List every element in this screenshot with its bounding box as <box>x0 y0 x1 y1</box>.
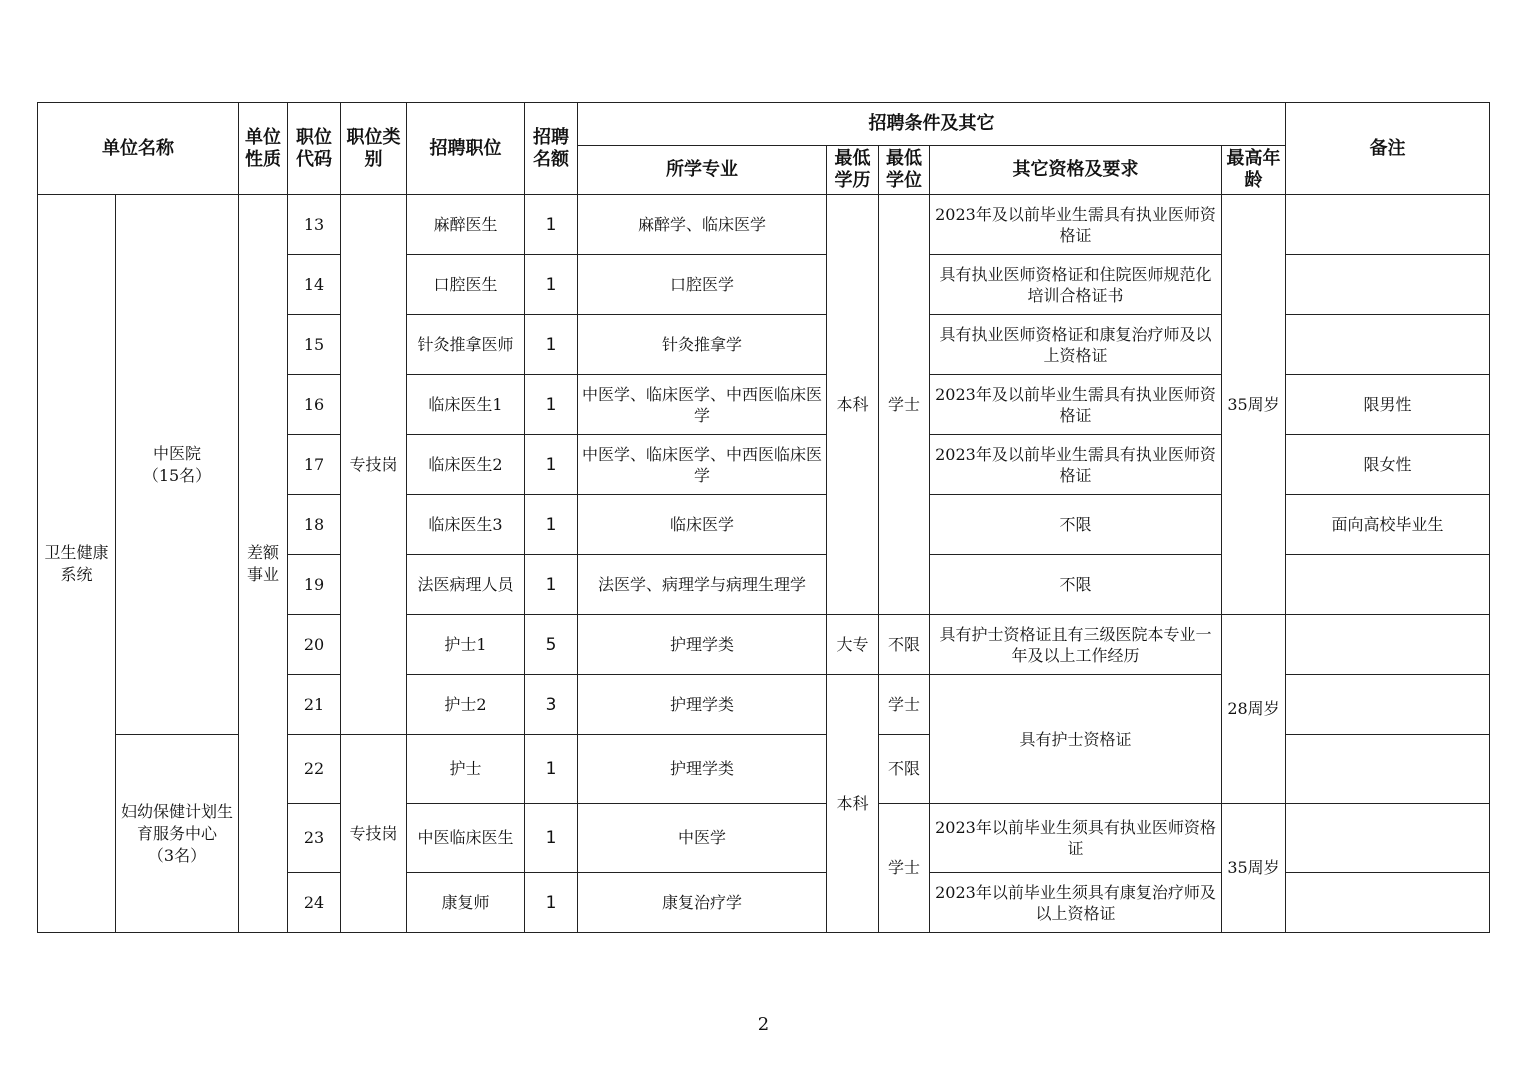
system-cell: 卫生健康系统 <box>38 195 116 933</box>
header-min-edu: 最低学历 <box>827 146 879 195</box>
min-degree: 不限 <box>879 615 930 675</box>
remark: 面向高校毕业生 <box>1286 495 1490 555</box>
major: 麻醉学、临床医学 <box>578 195 827 255</box>
min-degree: 不限 <box>879 735 930 804</box>
post-code: 20 <box>288 615 341 675</box>
max-age: 35周岁 <box>1222 195 1286 615</box>
post-name: 康复师 <box>407 873 525 933</box>
unit-cell-mch <box>116 735 239 933</box>
min-degree: 学士 <box>879 804 930 933</box>
other-req: 具有护士资格证 <box>930 675 1222 804</box>
remark <box>1286 315 1490 375</box>
unit-count: （3名） <box>147 845 207 865</box>
post-name: 口腔医生 <box>407 255 525 315</box>
min-degree: 学士 <box>879 675 930 735</box>
header-other-req: 其它资格及要求 <box>930 146 1222 195</box>
remark <box>1286 555 1490 615</box>
quota: 1 <box>525 873 578 933</box>
quota: 1 <box>525 435 578 495</box>
post-code: 17 <box>288 435 341 495</box>
major: 中医学 <box>578 804 827 873</box>
remark <box>1286 255 1490 315</box>
remark <box>1286 615 1490 675</box>
header-post-code: 职位代码 <box>288 103 341 195</box>
max-age: 28周岁 <box>1222 615 1286 804</box>
unit-cell-hospital <box>116 195 239 735</box>
major: 法医学、病理学与病理生理学 <box>578 555 827 615</box>
remark: 限男性 <box>1286 375 1490 435</box>
other-req: 具有执业医师资格证和住院医师规范化培训合格证书 <box>930 255 1222 315</box>
post-code: 14 <box>288 255 341 315</box>
recruitment-table <box>37 102 1490 933</box>
major: 护理学类 <box>578 675 827 735</box>
quota: 1 <box>525 315 578 375</box>
header-conditions: 招聘条件及其它 <box>578 103 1286 146</box>
major: 中医学、临床医学、中西医临床医学 <box>578 375 827 435</box>
post-name: 麻醉医生 <box>407 195 525 255</box>
other-req: 2023年及以前毕业生需具有执业医师资格证 <box>930 375 1222 435</box>
quota: 1 <box>525 735 578 804</box>
remark <box>1286 735 1490 804</box>
other-req: 2023年以前毕业生须具有康复治疗师及以上资格证 <box>930 873 1222 933</box>
header-max-age: 最高年龄 <box>1222 146 1286 195</box>
post-name: 针灸推拿医师 <box>407 315 525 375</box>
post-code: 16 <box>288 375 341 435</box>
quota: 1 <box>525 495 578 555</box>
header-unit-nature: 单位性质 <box>239 103 288 195</box>
post-name: 护士 <box>407 735 525 804</box>
other-req: 不限 <box>930 495 1222 555</box>
post-code: 19 <box>288 555 341 615</box>
post-name: 法医病理人员 <box>407 555 525 615</box>
quota: 3 <box>525 675 578 735</box>
post-name: 护士2 <box>407 675 525 735</box>
major: 护理学类 <box>578 735 827 804</box>
post-name: 临床医生2 <box>407 435 525 495</box>
major: 护理学类 <box>578 615 827 675</box>
quota: 1 <box>525 555 578 615</box>
major: 针灸推拿学 <box>578 315 827 375</box>
other-req: 具有执业医师资格证和康复治疗师及以上资格证 <box>930 315 1222 375</box>
post-code: 23 <box>288 804 341 873</box>
post-name: 临床医生3 <box>407 495 525 555</box>
unit-count: （15名） <box>142 465 212 485</box>
header-major: 所学专业 <box>578 146 827 195</box>
min-degree: 学士 <box>879 195 930 615</box>
post-type-cell: 专技岗 <box>341 735 407 933</box>
major: 康复治疗学 <box>578 873 827 933</box>
other-req: 2023年及以前毕业生需具有执业医师资格证 <box>930 195 1222 255</box>
quota: 1 <box>525 255 578 315</box>
nature-cell: 差额事业 <box>239 195 288 933</box>
post-code: 24 <box>288 873 341 933</box>
post-code: 13 <box>288 195 341 255</box>
post-code: 21 <box>288 675 341 735</box>
other-req: 2023年及以前毕业生需具有执业医师资格证 <box>930 435 1222 495</box>
header-min-degree: 最低学位 <box>879 146 930 195</box>
min-edu: 本科 <box>827 195 879 615</box>
max-age: 35周岁 <box>1222 804 1286 933</box>
major: 中医学、临床医学、中西医临床医学 <box>578 435 827 495</box>
other-req: 具有护士资格证且有三级医院本专业一年及以上工作经历 <box>930 615 1222 675</box>
page-number: 2 <box>757 1014 770 1035</box>
remark <box>1286 195 1490 255</box>
post-name: 临床医生1 <box>407 375 525 435</box>
post-code: 18 <box>288 495 341 555</box>
min-edu: 大专 <box>827 615 879 675</box>
post-code: 22 <box>288 735 341 804</box>
quota: 1 <box>525 375 578 435</box>
post-code: 15 <box>288 315 341 375</box>
unit-name: 中医院 <box>152 443 201 463</box>
header-unit-name: 单位名称 <box>38 103 239 195</box>
post-name: 护士1 <box>407 615 525 675</box>
header-remark: 备注 <box>1286 103 1490 195</box>
post-type-cell: 专技岗 <box>341 195 407 735</box>
remark <box>1286 675 1490 735</box>
remark <box>1286 804 1490 873</box>
other-req: 不限 <box>930 555 1222 615</box>
header-post-type: 职位类别 <box>341 103 407 195</box>
unit-name: 妇幼保健计划生育服务中心 <box>120 801 233 843</box>
quota: 1 <box>525 804 578 873</box>
header-quota: 招聘名额 <box>525 103 578 195</box>
min-edu: 本科 <box>827 675 879 933</box>
post-name: 中医临床医生 <box>407 804 525 873</box>
quota: 5 <box>525 615 578 675</box>
remark: 限女性 <box>1286 435 1490 495</box>
quota: 1 <box>525 195 578 255</box>
other-req: 2023年以前毕业生须具有执业医师资格证 <box>930 804 1222 873</box>
major: 临床医学 <box>578 495 827 555</box>
header-post: 招聘职位 <box>407 103 525 195</box>
remark <box>1286 873 1490 933</box>
major: 口腔医学 <box>578 255 827 315</box>
